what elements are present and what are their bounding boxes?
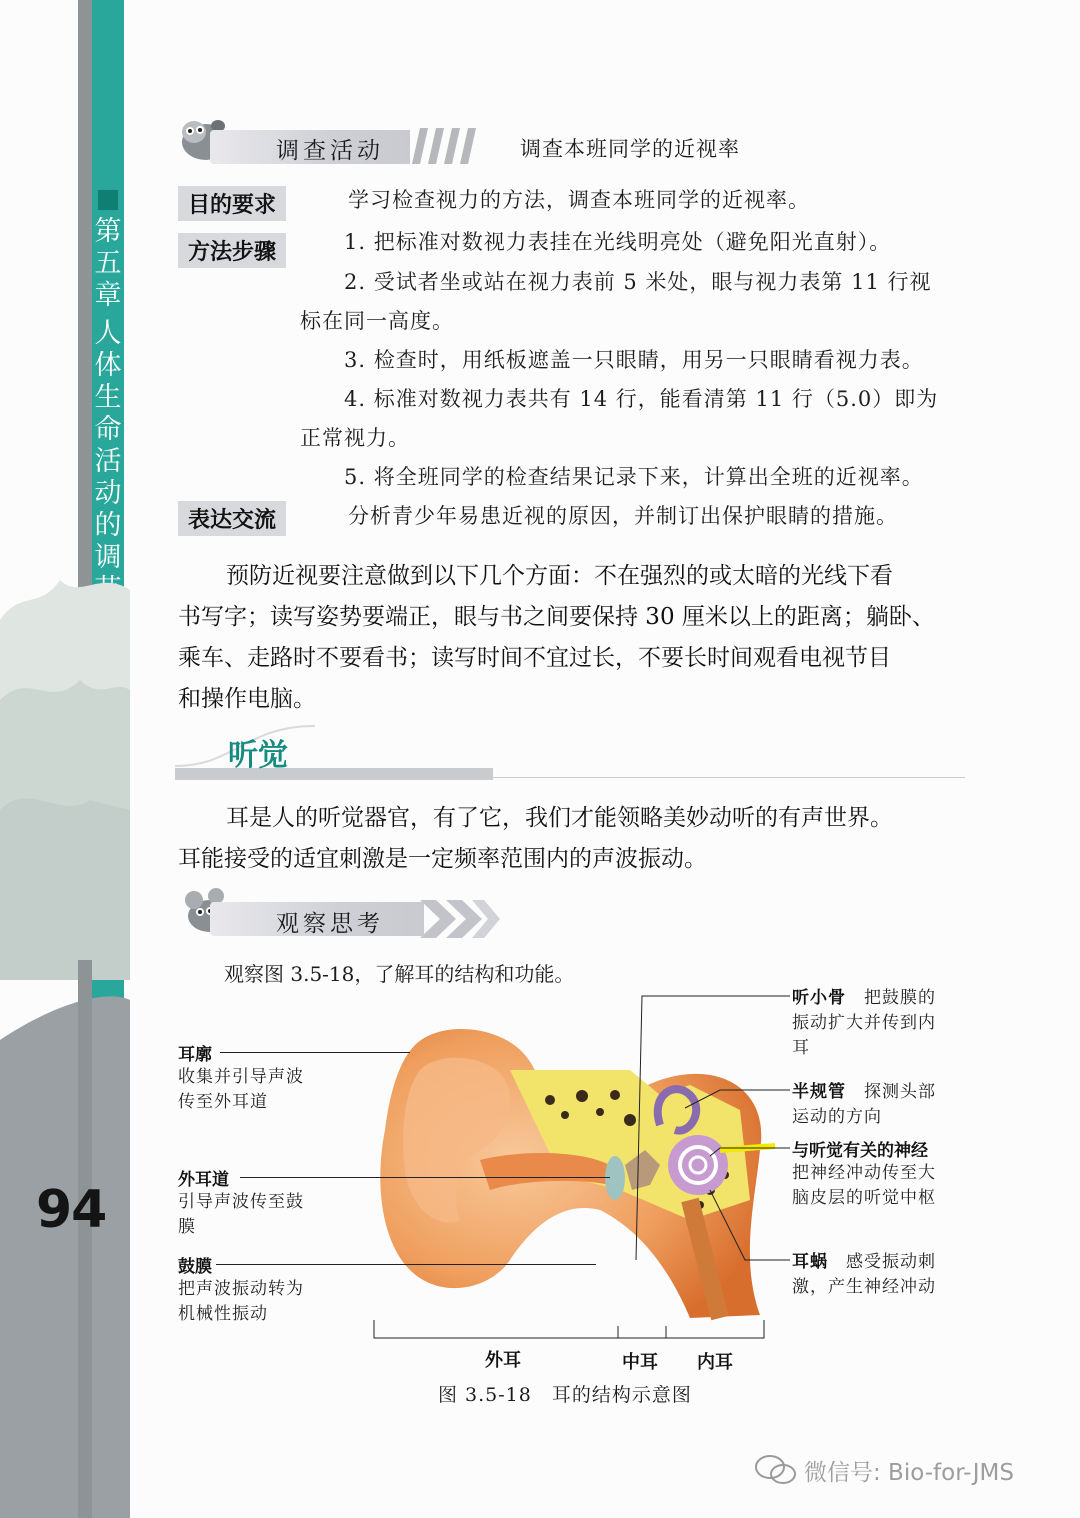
annotation-ear-canal (178, 1165, 304, 1240)
landscape-decoration (0, 560, 130, 980)
annotation-semicircular-canals (792, 1080, 962, 1130)
region-middle-ear: 中耳 (622, 1352, 658, 1373)
annotation-line: 把神经冲动传至大 (792, 1163, 936, 1183)
method-step-2: 2. 受试者坐或站在视力表前 5 米处，眼与视力表第 11 行视 (344, 270, 932, 294)
hearing-heading: 听觉 (228, 738, 288, 773)
section-label-method: 方法步骤 (178, 233, 286, 268)
annotation-cochlea (792, 1250, 972, 1300)
annotation-desc: 感受振动刺 (846, 1252, 936, 1272)
region-outer-ear: 外耳 (485, 1350, 521, 1371)
annotation-line: 振动扩大并传到内 (792, 1013, 936, 1033)
hearing-line: 耳是人的听觉器官，有了它，我们才能领略美妙动听的有声世界。 (226, 805, 893, 831)
method-step-4-cont: 正常视力。 (300, 426, 410, 450)
wechat-icon (754, 1453, 798, 1487)
prevention-line: 书写字；读写姿势要端正，眼与书之间要保持 30 厘米以上的距离；躺卧、 (178, 604, 935, 630)
prevention-paragraph (178, 556, 968, 720)
section-label-expression: 表达交流 (178, 501, 286, 536)
banner-stripes (404, 126, 480, 168)
method-step-4: 4. 标准对数视力表共有 14 行，能看清第 11 行（5.0）即为 (344, 387, 939, 411)
annotation-eardrum (178, 1252, 304, 1327)
prevention-line: 乘车、走路时不要看书；读写时间不宜过长，不要长时间观看电视节目 (178, 645, 891, 671)
annotation-title: 耳廓 (178, 1045, 212, 1065)
annotation-line: 引导声波传至鼓 (178, 1192, 304, 1212)
annotation-title: 与听觉有关的神经 (792, 1141, 928, 1161)
section-text-purpose: 学习检查视力的方法，调查本班同学的近视率。 (348, 188, 810, 212)
region-bracket (372, 1318, 768, 1342)
annotation-auditory-nerve (792, 1136, 972, 1211)
annotation-desc: 探测头部 (864, 1082, 936, 1102)
figure-caption: 图 3.5-18 耳的结构示意图 (438, 1384, 692, 1406)
annotation-line (792, 1080, 962, 1105)
annotation-line: 耳 (792, 1038, 810, 1058)
annotation-title: 外耳道 (178, 1170, 229, 1190)
chapter-label (94, 216, 122, 606)
annotation-desc: 把鼓膜的 (864, 988, 936, 1008)
section-label-purpose: 目的要求 (178, 186, 286, 221)
annotation-line: 传至外耳道 (178, 1092, 268, 1112)
survey-topic: 调查本班同学的近视率 (520, 137, 740, 161)
chapter-number: 第五章 (94, 216, 122, 311)
annotation-line (792, 1250, 972, 1275)
annotation-title: 鼓膜 (178, 1257, 212, 1277)
annotation-line: 膜 (178, 1217, 196, 1237)
hearing-line: 耳能接受的适宜刺激是一定频率范围内的声波振动。 (178, 846, 707, 872)
annotation-line: 收集并引导声波 (178, 1067, 304, 1087)
section-text-expression: 分析青少年易患近视的原因，并制订出保护眼睛的措施。 (348, 504, 898, 528)
banner-arrows (420, 898, 502, 940)
chapter-marker (98, 190, 118, 210)
method-step-5: 5. 将全班同学的检查结果记录下来，计算出全班的近视率。 (344, 465, 924, 489)
method-step-3: 3. 检查时，用纸板遮盖一只眼睛，用另一只眼睛看视力表。 (344, 348, 924, 372)
annotation-auricle (178, 1040, 304, 1115)
annotation-line: 机械性振动 (178, 1304, 268, 1324)
region-inner-ear: 内耳 (697, 1352, 733, 1373)
annotation-line: 运动的方向 (792, 1107, 882, 1127)
chapter-title: 人体生命活动的调 (94, 318, 122, 573)
prevention-line: 和操作电脑。 (178, 686, 316, 712)
annotation-title: 半规管 (792, 1082, 846, 1102)
method-step-1: 1. 把标准对数视力表挂在光线明亮处（避免阳光直射）。 (344, 230, 892, 254)
watermark-text: 微信号: Bio-for-JMS (804, 1460, 1014, 1486)
prevention-line: 预防近视要注意做到以下几个方面：不在强烈的或太暗的光线下看 (226, 563, 893, 589)
annotation-ossicles (792, 986, 962, 1061)
leader-lines-right (560, 990, 800, 1280)
observe-instruction: 观察图 3.5-18，了解耳的结构和功能。 (224, 962, 575, 986)
annotation-line: 激，产生神经冲动 (792, 1277, 936, 1297)
section-heading-underline (175, 722, 965, 784)
page-number: 94 (36, 1180, 107, 1240)
annotation-line: 脑皮层的听觉中枢 (792, 1188, 936, 1208)
annotation-line: 把声波振动转为 (178, 1279, 304, 1299)
hearing-paragraph (178, 798, 968, 880)
method-step-2-cont: 标在同一高度。 (300, 309, 454, 333)
annotation-line (792, 986, 962, 1011)
survey-banner-label: 调查活动 (276, 138, 384, 164)
annotation-title: 听小骨 (792, 988, 846, 1008)
annotation-title: 耳蜗 (792, 1252, 828, 1272)
observe-banner-label: 观察思考 (276, 911, 384, 937)
